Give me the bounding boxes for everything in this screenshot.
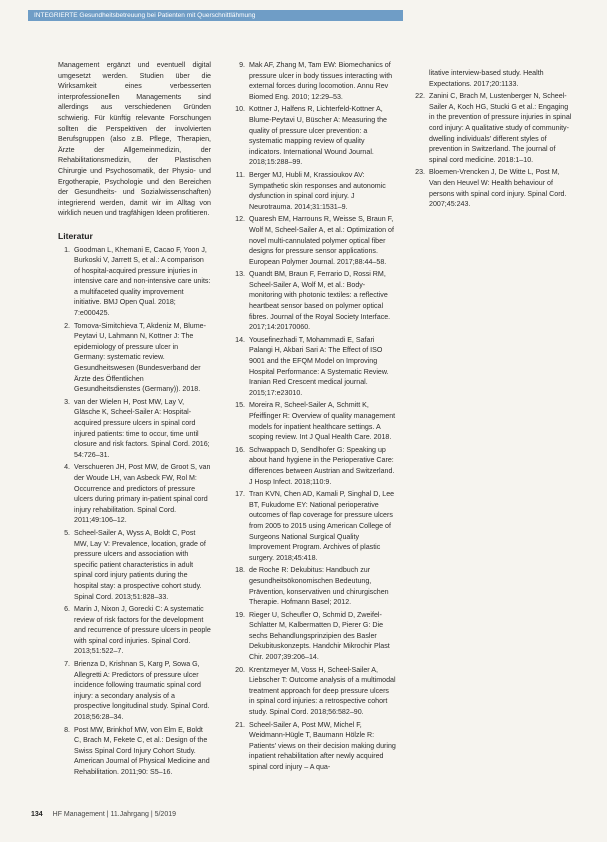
reference-item xyxy=(233,610,396,663)
reference-list-col2 xyxy=(233,60,396,773)
reference-text: Marin J, Nixon J, Gorecki C: A systematic review of risk factors for the development and recurrence of pressure ulcers in people with spinal cord injuries. Spinal Cord. 2013;51:522–7. xyxy=(74,605,211,656)
reference-number: 19. xyxy=(235,610,245,619)
reference-item xyxy=(58,528,211,602)
reference-number: 9. xyxy=(239,61,245,69)
reference-text: Yousefinezhadi T, Mohammadi E, Safari Palangi H, Akbari Sari A: The Effect of ISO 9001 and the EFQM Model on Improving Hospital Performance: A Systematic Review. Iranian Red Crescent medical journal. 2015;17:e23010. xyxy=(249,335,389,397)
reference-item xyxy=(233,335,396,399)
right-column xyxy=(413,68,573,212)
reference-number: 15. xyxy=(235,401,245,410)
publication-info: HF Management | 11.Jahrgang | 5/2019 xyxy=(52,811,177,818)
reference-number: 5. xyxy=(64,528,70,537)
reference-text: Rieger U, Scheufler O, Schmid D, Zweifel-Schlatter M, Kalbermatten D, Pierer G: Die sechs Behandlungsprinzipien des Basler Dekubituskonzepts. Handchir Mikrochir Plast Chir. 2007;39:206–14. xyxy=(249,610,390,662)
reference-item xyxy=(233,214,396,267)
reference-number: 23. xyxy=(415,168,425,177)
reference-item xyxy=(58,604,211,657)
reference-item xyxy=(233,400,396,442)
reference-number: 21. xyxy=(235,720,245,729)
reference-text: Post MW, Brinkhof MW, von Elm E, Boldt C, Brach M, Fekete C, et al.: Design of the Swiss Spinal Cord Injury Cohort Study. American Journal of Physical Medicine and Rehabilitation. 2011;90: S5–16. xyxy=(74,725,210,776)
middle-column xyxy=(233,60,396,775)
reference-item xyxy=(233,565,396,607)
left-column xyxy=(58,60,211,780)
reference-number: 18. xyxy=(235,566,245,575)
reference-text: Brienza D, Krishnan S, Karg P, Sowa G, Allegretti A: Predictors of pressure ulcer incidence following traumatic spinal cord injury: a secondary analysis of a prospective longitudinal study. Spinal Cord. 2018;56:28–34. xyxy=(74,660,210,722)
reference-text: Krentzmeyer M, Voss H, Scheel-Sailer A, Liebscher T: Outcome analysis of a multimodal treatment approach for deep pressure ulcers in spinal cord injuries: a retrospective cohort study. Spinal Cord. 2018;56:582–90. xyxy=(249,665,396,717)
reference-number: 7. xyxy=(64,660,70,669)
reference-text: litative interview-based study. Health Expectations. 2017;20:1133. xyxy=(429,69,544,88)
reference-item xyxy=(233,720,396,773)
reference-number: 12. xyxy=(235,215,245,224)
reference-item xyxy=(233,665,396,718)
reference-item xyxy=(58,725,211,778)
reference-item xyxy=(58,245,211,319)
reference-text: Verschueren JH, Post MW, de Groot S, van der Woude LH, van Asbeck FW, Rol M: Occurrence and predictors of pressure ulcers during primary in-patient spinal cord injury rehabilitation. Spinal Cord. 2011;49:106–12. xyxy=(74,463,211,525)
reference-list-col3 xyxy=(413,68,573,210)
reference-number: 22. xyxy=(415,92,425,101)
reference-text: Berger MJ, Hubli M, Krassioukov AV: Sympathetic skin responses and autonomic dysfunction in spinal cord injury. J Neurotrauma. 2014;31:1531–9. xyxy=(249,170,386,211)
reference-number: 3. xyxy=(64,397,70,406)
reference-number xyxy=(413,68,429,89)
reference-item xyxy=(413,167,573,209)
reference-item xyxy=(58,659,211,723)
conclusion-paragraph: Management ergänzt und eventuell digital umgesetzt werden. Studien über die Wirksamkeit eines verbesserten interprofessionellen Managements sind allerdings aus verschiedenen Gründen schwierig. Für künftig relevante Forschungen sollten die Perspektiven der involvierten Berufsgruppen (also z.B. Pflege, Therapien, Ärzte der Allgemeinmedizin, der Rehabilitationsmedizin, der Plastischen Chirurgie und Psychosomatik, der Physio- und Ergotherapie, Psychologie und den Bereichen der Gesundheits- und Sozialwissenschaften) integrierend werden, damit wir im Alltag von wirklich neuen und tragfähigen Ideen profitieren. xyxy=(58,61,211,218)
reference-text: Schwappach D, Sendlhofer G: Speaking up about hand hygiene in the Perioperative Care: differences between Austrian and Switzerland. J Hosp Infect. 2018;110:9. xyxy=(249,445,395,486)
reference-item xyxy=(233,269,396,333)
reference-text: Tran KVN, Chen AD, Kamali P, Singhal D, Lee BT, Fukudome EY: National perioperative outcomes of flap coverage for pressure ulcers from 2005 to 2015 using American College of Surgeons National Surgical Quality Improvement Program. Archives of plastic surgery. 2018;45:418. xyxy=(249,490,395,562)
reference-item xyxy=(413,91,573,165)
reference-number: 2. xyxy=(64,321,70,330)
reference-item xyxy=(233,445,396,487)
reference-number: 6. xyxy=(64,605,70,614)
reference-text: de Roche R: Dekubitus: Handbuch zur gesundheitsökonomischen Bedeutung, Prävention, konservativen und chirurgischen Therapie. Hofmann Basel; 2012. xyxy=(249,566,389,607)
reference-text: Tomova-Simitchieva T, Akdeniz M, Blume-Peytavi U, Lahmann N, Kottner J: The epidemiology of pressure ulcer in Germany: systematic review. Gesundheitswesen (Bundesverband der Ärzte des Öffentlichen Gesundheitsdienstes (Germany)). 2018. xyxy=(74,321,206,394)
reference-number: 17. xyxy=(235,490,245,499)
references-heading: Literatur xyxy=(58,230,93,241)
reference-number: 10. xyxy=(235,105,245,114)
reference-item xyxy=(58,321,211,395)
reference-list-col1 xyxy=(58,245,211,778)
reference-text: Mak AF, Zhang M, Tam EW: Biomechanics of pressure ulcer in body tissues interacting with external forces during locomotion. Annu Rev Biomed Eng. 2010; 12:29–53. xyxy=(249,61,393,101)
reference-item xyxy=(413,68,573,89)
reference-number: 20. xyxy=(235,665,245,674)
running-header: INTEGRIERTE Gesundheitsbetreuung bei Patienten mit Querschnittlähmung xyxy=(28,10,403,21)
reference-text: Scheel-Sailer A, Post MW, Michel F, Weidmann-Hügle T, Baumann Hölzle R: Patients' views on their decision making during inpatient rehabilitation after newly acquired spinal cord injury – A qua- xyxy=(249,720,396,771)
reference-text: Kottner J, Halfens R, Lichterfeld-Kottner A, Blume-Peytavi U, Büscher A: Measuring the quality of pressure ulcer prevention: a systematic mapping review of quality indicators. International Wound Journal. 2018;15:288–99. xyxy=(249,105,387,167)
reference-text: Quandt BM, Braun F, Ferrario D, Rossi RM, Scheel-Sailer A, Wolf M, et al.: Body-monitoring with photonic textiles: a reflective heartbeat sensor based on polymer optical fibres. Journal of the Royal Society Interface. 2017;14:20170060. xyxy=(249,270,391,332)
reference-number: 11. xyxy=(235,170,245,179)
reference-text: Zanini C, Brach M, Lustenberger N, Scheel-Sailer A, Koch HG, Stucki G et al.: Engaging in the prevention of pressure injuries in spinal cord injury: A qualitative study of community-dwelling individuals' different styles of prevention in Switzerland. The journal of spinal cord medicine. 2018:1–10. xyxy=(429,92,572,164)
reference-item xyxy=(233,104,396,168)
reference-text: Goodman L, Khemani E, Cacao F, Yoon J, Burkoski V, Jarrett S, et al.: A comparison of hospital-acquired pressure injuries in intensive care and non-intensive care units: a multifaceted quality improvement initiative. BMJ Open Qual. 2018; 7:e000425. xyxy=(74,245,211,318)
reference-item xyxy=(233,170,396,212)
page-footer xyxy=(31,811,176,818)
reference-text: Bloemen-Vrencken J, De Witte L, Post M, Van den Heuvel W: Health behaviour of persons with spinal cord injury. Spinal Cord. 2007;45:243. xyxy=(429,168,567,209)
reference-number: 8. xyxy=(64,725,70,734)
reference-number: 1. xyxy=(64,245,70,254)
page-number: 134 xyxy=(31,811,43,818)
reference-number: 13. xyxy=(235,270,245,279)
reference-item xyxy=(233,489,396,563)
reference-number: 16. xyxy=(235,445,245,454)
reference-number: 14. xyxy=(235,335,245,344)
reference-item xyxy=(58,397,211,461)
reference-number: 4. xyxy=(64,463,70,472)
reference-item xyxy=(58,462,211,526)
reference-text: Moreira R, Scheel-Sailer A, Schmitt K, Pfeiffinger R: Overview of quality management models for inpatient healthcare settings. A scoping review. Int J Qual Health Care. 2018. xyxy=(249,401,396,442)
reference-text: van der Wielen H, Post MW, Lay V, Gläsche K, Scheel-Sailer A: Hospital-acquired pressure ulcers in spinal cord injured patients: time to occur, time until closure and risk factors. Spinal Cord. 2016; 54:726–31. xyxy=(74,397,210,459)
reference-item xyxy=(233,60,396,102)
reference-text: Quaresh EM, Harrouns R, Weisse S, Braun F, Wolf M, Scheel-Sailer A, et al.: Optimization of novel multi-cannulated polymer optical fiber designs for pressure sensor applications. European Polymer Journal. 2017;88:44–58. xyxy=(249,215,394,266)
reference-text: Scheel-Sailer A, Wyss A, Boldt C, Post MW, Lay V: Prevalence, location, grade of pressure ulcers and association with specific patient characteristics in adult spinal cord injury patients during the hospital stay: a prospective cohort study. Spinal Cord. 2013;51:828–33. xyxy=(74,528,206,601)
